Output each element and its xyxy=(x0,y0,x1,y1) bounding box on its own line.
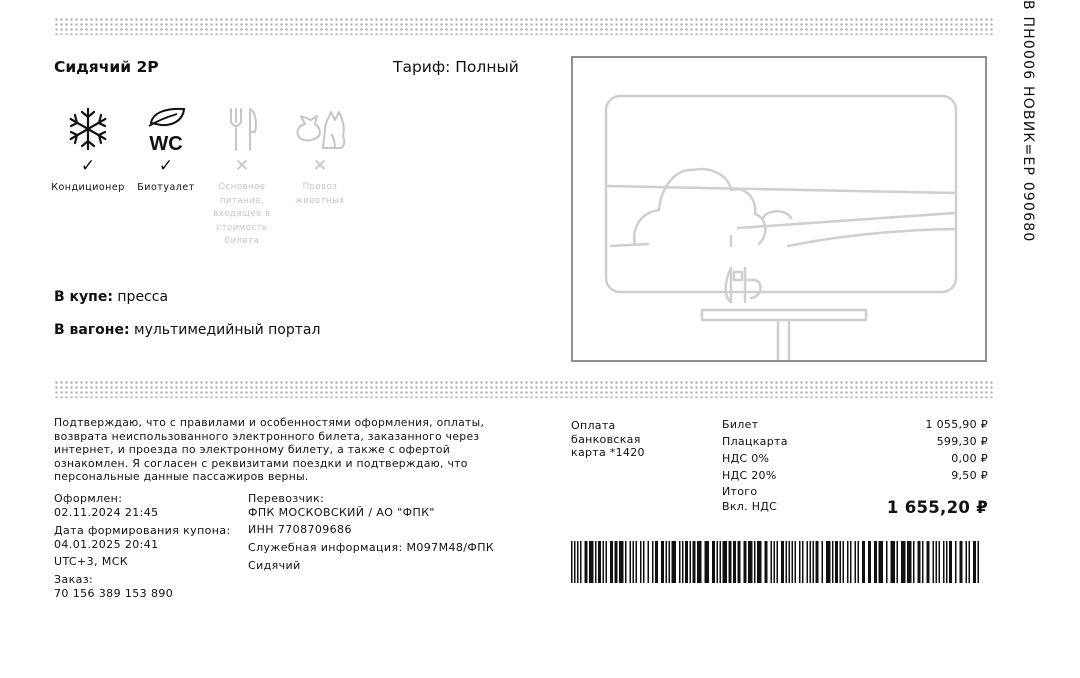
perforation-middle xyxy=(54,380,993,398)
total-label: Итого xyxy=(722,485,758,498)
barcode-bar xyxy=(774,541,776,583)
barcode-bar xyxy=(679,541,681,583)
barcode-bar xyxy=(610,541,613,583)
barcode xyxy=(571,541,981,583)
barcode-bar xyxy=(816,541,819,583)
barcode-bar xyxy=(705,541,710,583)
barcode-bar xyxy=(913,541,915,583)
order-number: 70 156 389 153 890 xyxy=(54,587,174,600)
barcode-bar xyxy=(577,541,579,583)
barcode-bar xyxy=(922,541,924,583)
status-check: ✓ xyxy=(158,156,174,176)
price-label: Билет xyxy=(722,418,759,431)
barcode-bar xyxy=(697,541,702,583)
wc-icon xyxy=(143,106,189,152)
barcode-bar xyxy=(615,541,618,583)
barcode-bar xyxy=(874,541,877,583)
issued-value: 02.11.2024 21:45 xyxy=(54,506,159,519)
payment-line: банковская xyxy=(571,432,641,446)
barcode-bar xyxy=(733,541,736,583)
barcode-bar xyxy=(712,541,715,583)
barcode-bar xyxy=(781,541,784,583)
barcode-bar xyxy=(843,541,845,583)
window-landscape-image xyxy=(573,58,985,360)
price-label: НДС 20% xyxy=(722,469,777,482)
barcode-bar xyxy=(813,541,815,583)
barcode-bar xyxy=(973,541,976,583)
barcode-bar xyxy=(946,541,948,583)
payment-line: карта *1420 xyxy=(571,446,645,460)
barcode-bar xyxy=(868,541,871,583)
barcode-bar xyxy=(603,541,605,583)
train-window-illustration xyxy=(571,56,987,362)
price-value: 599,30 ₽ xyxy=(936,435,988,448)
amenity-meals xyxy=(203,106,281,249)
amenity-label: Кондиционер xyxy=(51,182,125,193)
barcode-bar xyxy=(682,541,684,583)
barcode-bar xyxy=(630,541,632,583)
barcode-bar xyxy=(606,541,608,583)
barcode-bar xyxy=(655,541,658,583)
barcode-bar xyxy=(720,541,722,583)
barcode-bar xyxy=(648,541,650,583)
status-cross: ✕ xyxy=(312,156,328,176)
barcode-bar xyxy=(669,541,671,583)
barcode-bar xyxy=(633,541,635,583)
price-value: 9,50 ₽ xyxy=(951,469,988,482)
barcode-bar xyxy=(891,541,896,583)
barcode-bar xyxy=(640,541,642,583)
svg-text:WC: WC xyxy=(149,133,183,152)
barcode-bar xyxy=(858,541,860,583)
barcode-bar xyxy=(693,541,696,583)
barcode-bar xyxy=(595,541,597,583)
amenity-label: Основное питание, входящее в стоимость билета xyxy=(213,182,271,246)
wagon-value: мультимедийный портал xyxy=(134,322,321,338)
barcode-bar xyxy=(933,541,935,583)
barcode-bar xyxy=(777,541,779,583)
barcode-bar xyxy=(580,541,582,583)
barcode-bar xyxy=(738,541,741,583)
barcode-bar xyxy=(969,541,971,583)
barcode-bar xyxy=(949,541,952,583)
barcode-bar xyxy=(960,541,963,583)
amenity-label: Биотуалет xyxy=(137,182,195,193)
barcode-bar xyxy=(625,541,627,583)
wagon-services xyxy=(54,322,320,338)
barcode-bar xyxy=(690,541,692,583)
barcode-bar xyxy=(636,541,638,583)
perforation-top xyxy=(54,17,993,35)
barcode-bar xyxy=(966,541,968,583)
barcode-bar xyxy=(807,541,809,583)
wagon-label: В вагоне: xyxy=(54,322,130,338)
barcode-bar xyxy=(840,541,842,583)
fork-knife-icon xyxy=(219,106,265,152)
tariff: Тариф: Полный xyxy=(393,58,519,76)
barcode-bar xyxy=(666,541,668,583)
barcode-bar xyxy=(907,541,912,583)
barcode-bar xyxy=(685,541,688,583)
payment-line: Оплата xyxy=(571,419,616,432)
barcode-bar xyxy=(571,541,573,583)
barcode-bar xyxy=(799,541,801,583)
barcode-bar xyxy=(862,541,865,583)
barcode-bar xyxy=(619,541,624,583)
barcode-bar xyxy=(729,541,732,583)
carrier-block xyxy=(248,492,435,537)
barcode-bar xyxy=(754,541,756,583)
barcode-bar xyxy=(786,541,788,583)
amenity-label: Провоз животных xyxy=(295,182,345,206)
barcode-bar xyxy=(943,541,945,583)
barcode-bar xyxy=(661,541,664,583)
snowflake-icon xyxy=(65,106,111,152)
barcode-bar xyxy=(585,541,588,583)
barcode-bar xyxy=(810,541,812,583)
vat-included-label: Вкл. НДС xyxy=(722,500,778,513)
amenity-air-conditioner xyxy=(49,106,127,195)
consent-text: Подтверждаю, что с правилами и особенностями оформления, оплаты, возврата неиспользованного электронного билета, заказанного через интернет, и проезда по электронному билету, а также с офертой ознакомлен. Я согласен с реквизитами поездки и подтверждаю, что персональные данные пассажиров верны. xyxy=(54,416,485,484)
barcode-bar xyxy=(589,541,594,583)
service-class: Сидячий xyxy=(248,559,301,572)
barcode-bar xyxy=(855,541,857,583)
service-info: Служебная информация: М097М48/ФПК xyxy=(248,541,495,554)
amenity-pets xyxy=(281,106,359,208)
timezone: UTC+3, МСК xyxy=(54,555,128,568)
barcode-bar xyxy=(802,541,804,583)
barcode-bar xyxy=(936,541,938,583)
coupon-date-label: Дата формирования купона: xyxy=(54,524,231,537)
carrier-label: Перевозчик: xyxy=(248,492,325,505)
barcode-bar xyxy=(955,541,957,583)
barcode-bar xyxy=(897,541,899,583)
barcode-bar xyxy=(789,541,791,583)
barcode-bar xyxy=(918,541,921,583)
barcode-bar xyxy=(822,541,824,583)
coupe-value: пресса xyxy=(117,289,169,305)
barcode-bar xyxy=(672,541,677,583)
amenity-toilet xyxy=(127,106,205,195)
price-values xyxy=(870,416,988,484)
barcode-bar xyxy=(879,541,884,583)
barcode-bar xyxy=(939,541,941,583)
carrier-name: ФПК МОСКОВСКИЙ / АО "ФПК" xyxy=(248,506,435,519)
barcode-bar xyxy=(901,541,906,583)
order-label: Заказ: xyxy=(54,573,94,586)
barcode-bar xyxy=(795,541,797,583)
coupe-label: В купе: xyxy=(54,289,113,305)
barcode-bar xyxy=(598,541,601,583)
barcode-bar xyxy=(643,541,645,583)
price-labels xyxy=(722,416,788,514)
price-label: НДС 0% xyxy=(722,452,770,465)
ticket-side-code: В ПН0006 НОВИК=ЕР 090680 xyxy=(1020,0,1036,243)
issued-block xyxy=(54,492,159,520)
barcode-bar xyxy=(723,541,728,583)
pets-icon xyxy=(291,106,349,152)
order-block xyxy=(54,573,173,601)
barcode-bar xyxy=(832,541,834,583)
barcode-bar xyxy=(826,541,831,583)
barcode-bar xyxy=(748,541,753,583)
barcode-bar xyxy=(835,541,838,583)
barcode-bar xyxy=(757,541,762,583)
barcode-bar xyxy=(744,541,747,583)
carrier-inn: ИНН 7708709686 xyxy=(248,523,352,536)
status-cross: ✕ xyxy=(234,156,250,176)
coupon-date-block xyxy=(54,524,231,552)
barcode-bar xyxy=(886,541,888,583)
price-value: 1 055,90 ₽ xyxy=(925,418,988,431)
barcode-bar xyxy=(771,541,773,583)
barcode-bar xyxy=(978,541,980,583)
barcode-bar xyxy=(927,541,930,583)
car-type: Сидячий 2Р xyxy=(54,58,159,76)
barcode-bar xyxy=(792,541,794,583)
status-check: ✓ xyxy=(80,156,96,176)
barcode-bar xyxy=(847,541,849,583)
price-label: Плацкарта xyxy=(722,435,788,448)
price-value: 0,00 ₽ xyxy=(951,452,988,465)
barcode-bar xyxy=(717,541,719,583)
payment-method xyxy=(571,419,645,460)
barcode-bar xyxy=(652,541,654,583)
total-amount: 1 655,20 ₽ xyxy=(886,498,988,517)
coupon-date-value: 04.01.2025 20:41 xyxy=(54,538,159,551)
barcode-bar xyxy=(765,541,768,583)
issued-label: Оформлен: xyxy=(54,492,123,505)
barcode-bar xyxy=(850,541,852,583)
barcode-bar xyxy=(574,541,576,583)
coupe-services xyxy=(54,289,168,305)
